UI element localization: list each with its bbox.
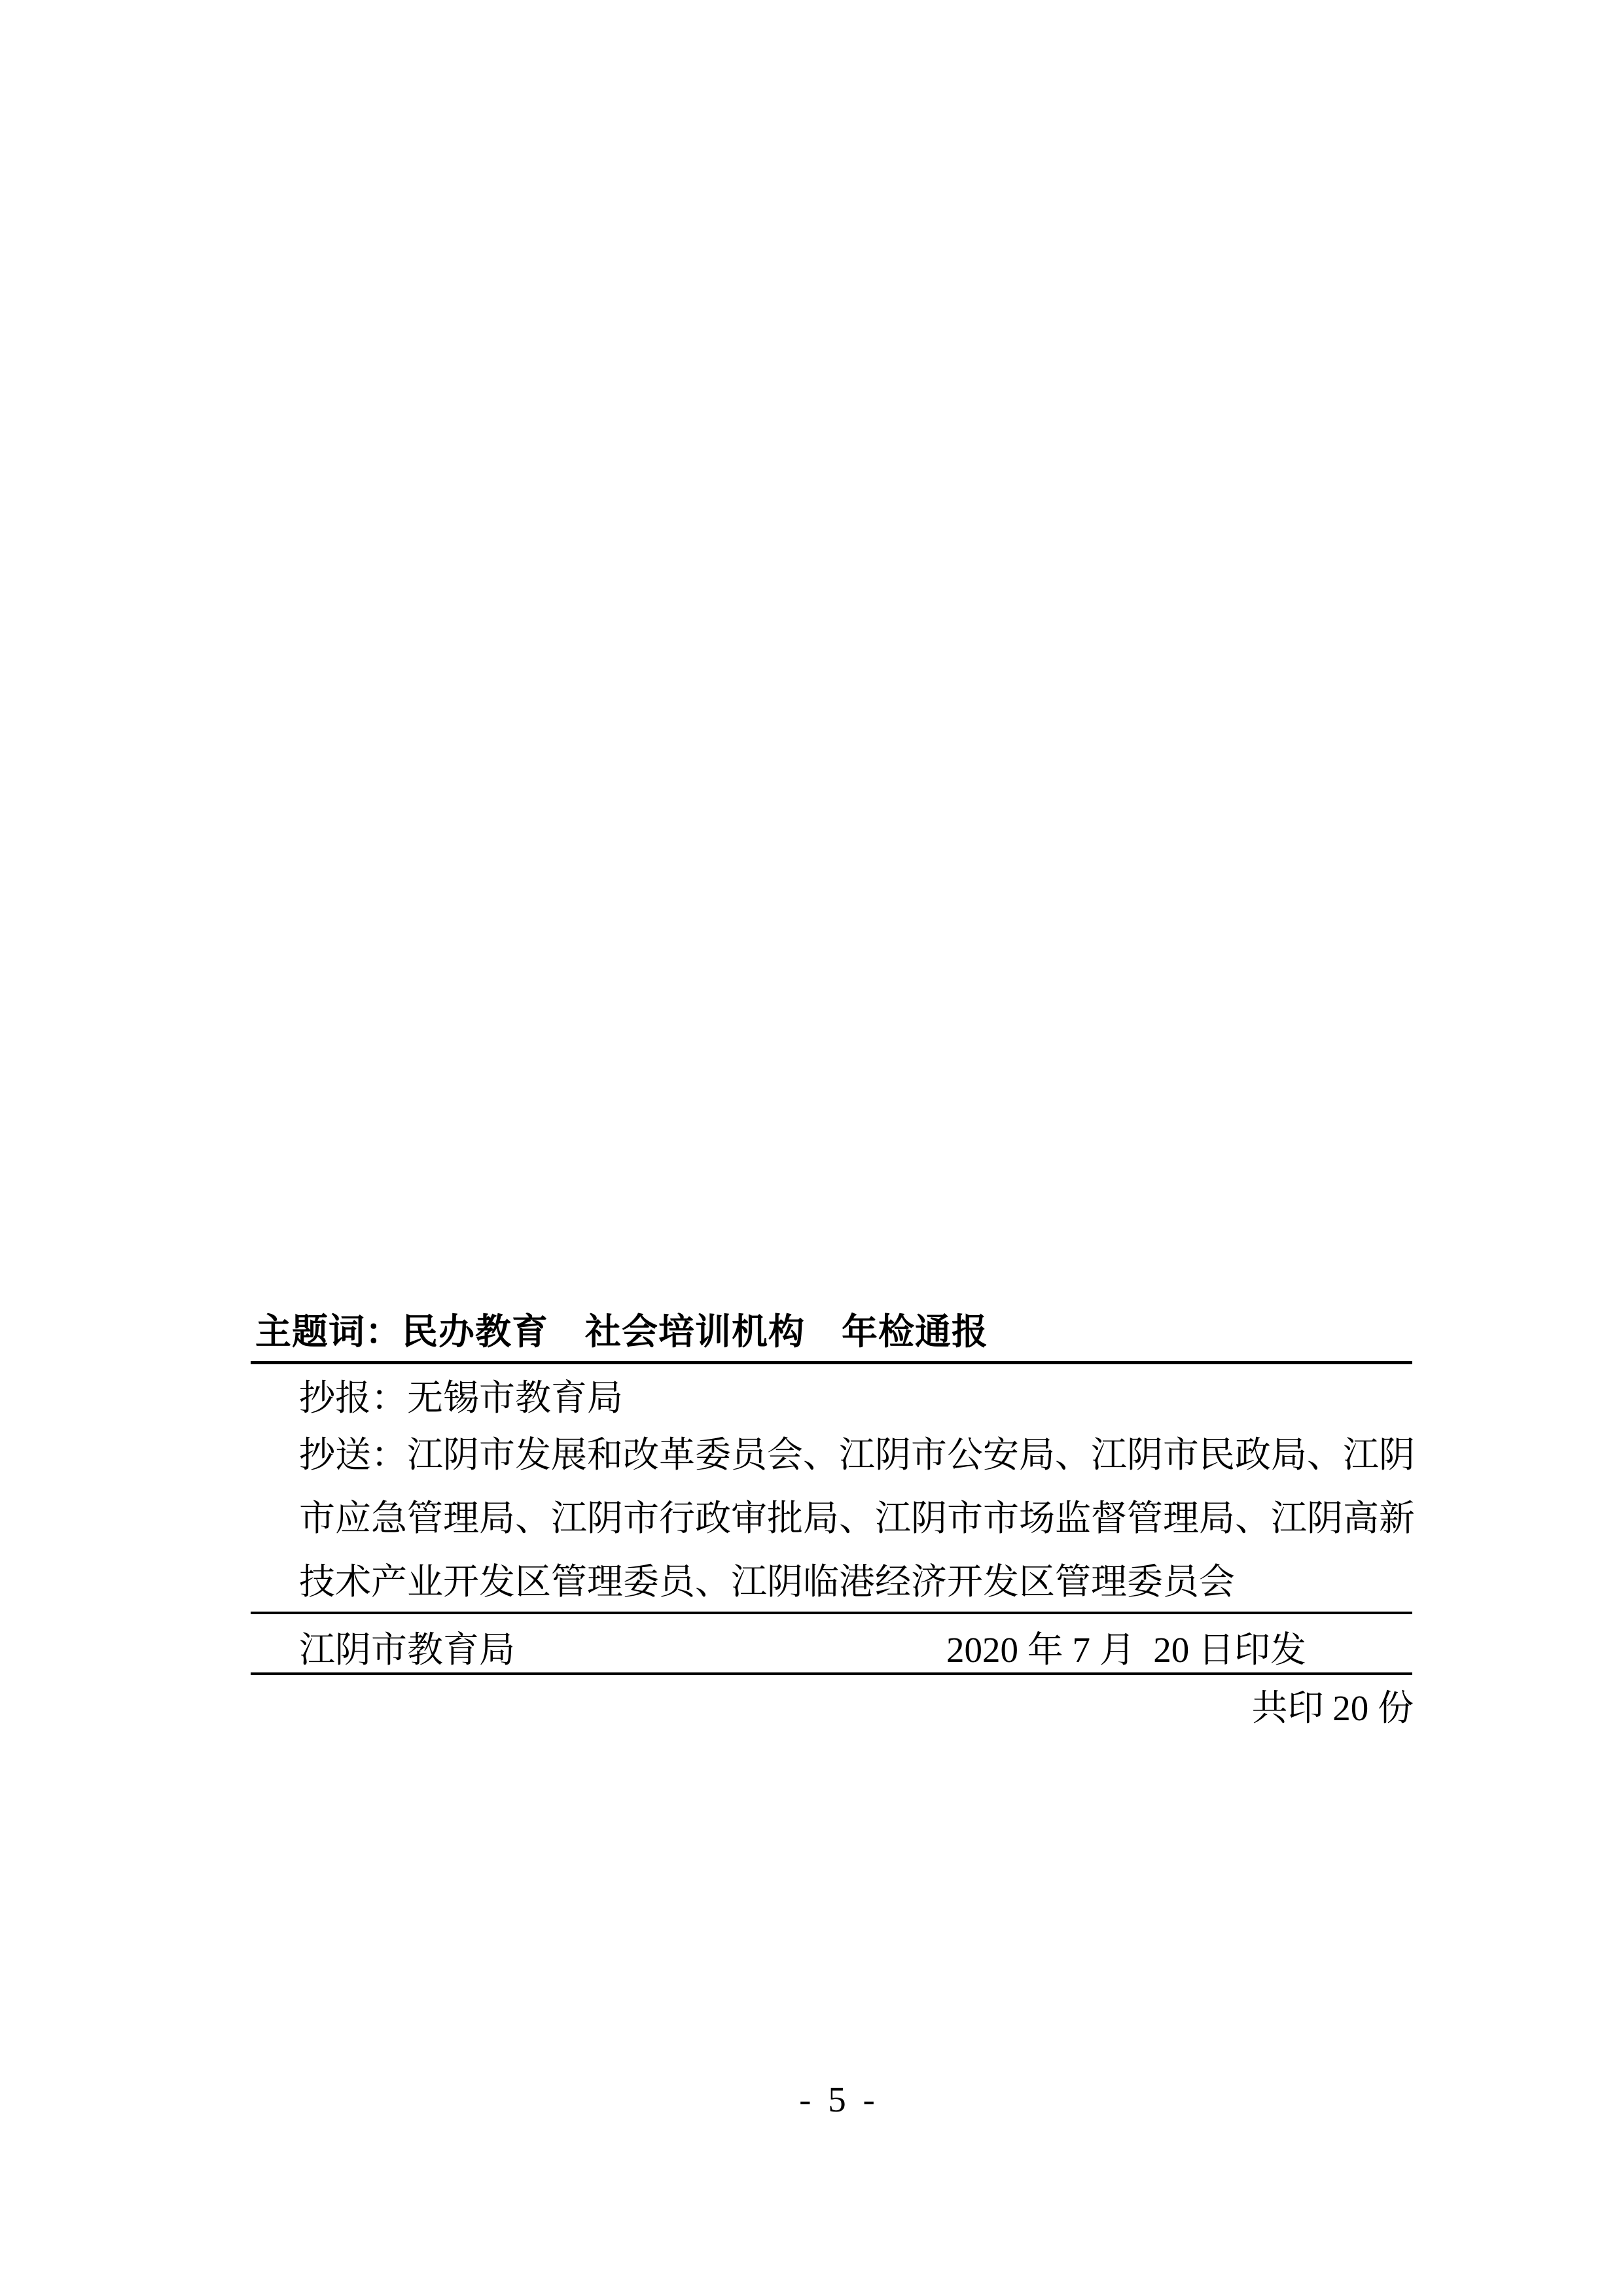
- copy-send-line: 市应急管理局、江阴市行政审批局、江阴市市场监督管理局、江阴高新: [299, 1498, 1416, 1538]
- subject-keywords-line: 主题词：民办教育 社会培训机构 年检通报: [255, 1311, 989, 1352]
- page-number: - 5 -: [799, 2079, 879, 2119]
- separator-rule-top: [251, 1361, 1412, 1364]
- issuer-name: 江阴市教育局: [299, 1630, 516, 1670]
- separator-rule-middle: [251, 1612, 1412, 1614]
- copies-count: 共印 20 份: [1251, 1688, 1414, 1728]
- copy-send-line: 抄送：江阴市发展和改革委员会、江阴市公安局、江阴市民政局、江阴: [299, 1435, 1416, 1475]
- copy-send-line: 技术产业开发区管理委员、江阴临港经济开发区管理委员会: [299, 1562, 1236, 1602]
- copy-report-line: 抄报：无锡市教育局: [299, 1378, 624, 1418]
- copy-send-block: [299, 1423, 1415, 1614]
- separator-rule-bottom: [251, 1672, 1412, 1675]
- print-date: 2020 年 7 月 20 日印发: [946, 1630, 1307, 1670]
